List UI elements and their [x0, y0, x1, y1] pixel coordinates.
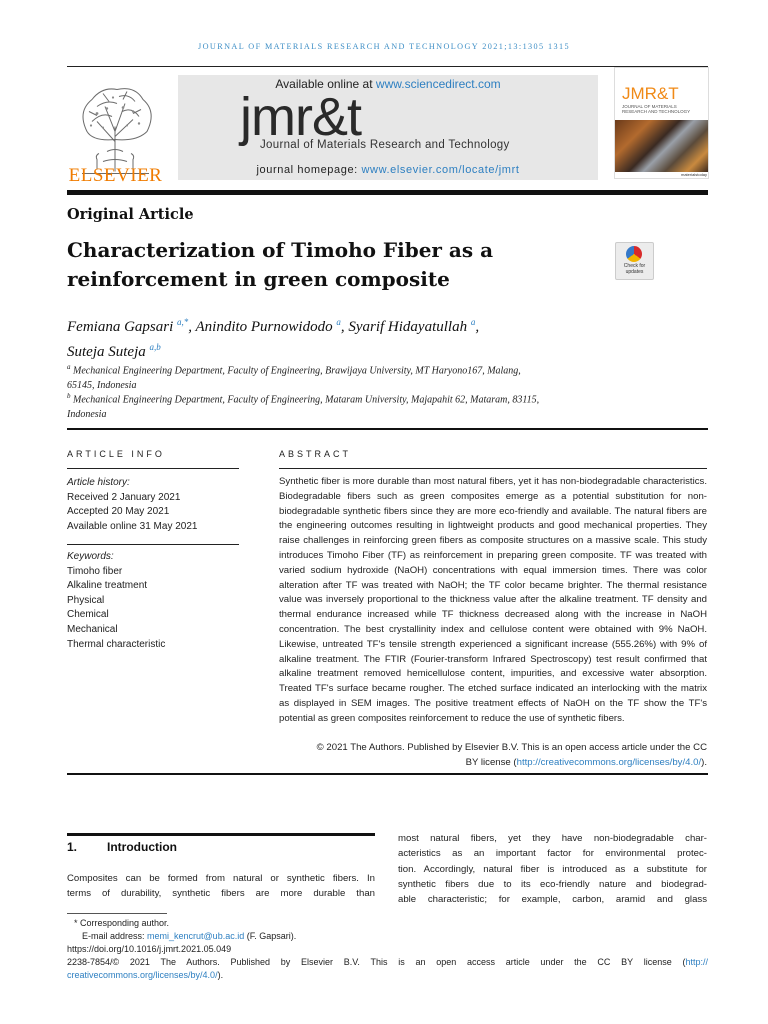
- author-name[interactable]: Anindito Purnowidodo: [195, 319, 333, 335]
- keywords-list: [67, 550, 239, 652]
- article-info-heading: ARTICLE INFO: [67, 449, 165, 459]
- email-link[interactable]: memi_kencrut@ub.ac.id: [147, 931, 245, 941]
- intro-rule: [67, 833, 375, 836]
- journal-homepage: journal homepage: www.elsevier.com/locate/jmrt: [256, 164, 520, 176]
- affiliation-a: $^a$ Mechanical Engineering Department, Faculty of Engineering, Brawijaya University, MT Haryono167, Malang, 65145, Indonesia: [67, 363, 521, 392]
- check-updates-label: Check for updates: [623, 263, 646, 275]
- license-line-2: creativecommons.org/licenses/by/4.0/).: [67, 970, 224, 980]
- text-line: acteristics as an important factor for environmental protec-: [398, 848, 707, 860]
- section-number: 1.: [67, 840, 78, 854]
- section-title: Introduction: [107, 840, 177, 854]
- keywords-rule: [67, 544, 239, 545]
- cover-title: JMR&T: [622, 84, 679, 103]
- header-rule: [67, 66, 708, 67]
- license-link-cont[interactable]: creativecommons.org/licenses/by/4.0/: [67, 970, 218, 980]
- homepage-link[interactable]: www.elsevier.com/locate/jmrt: [361, 164, 520, 176]
- author-name[interactable]: Syarif Hidayatullah: [348, 319, 468, 335]
- abstract-copyright: © 2021 The Authors. Published by Elsevier B.V. This is an open access article under the CC BY license (http://creativecommons.org/licenses/by/4.0/).: [316, 742, 707, 768]
- author-affiliation-mark[interactable]: a,*: [177, 317, 189, 327]
- available-online: Available online at www.sciencedirect.com: [275, 77, 501, 91]
- journal-short-name: jmr&t: [240, 87, 361, 147]
- intro-heading: [67, 840, 177, 854]
- article-type: Original Article: [67, 206, 194, 223]
- abstract-heading: ABSTRACT: [279, 449, 352, 459]
- license-line-1: 2238-7854/© 2021 The Authors. Published by Elsevier B.V. This is an open access article under the CC BY license (http://: [67, 957, 708, 967]
- history-received: Received 2 January 2021: [67, 491, 181, 503]
- journal-full-name: Journal of Materials Research and Technology: [260, 139, 510, 151]
- license-link[interactable]: http://: [685, 957, 708, 967]
- title-line: reinforcement in green composite: [67, 267, 450, 291]
- banner-rule: [67, 190, 708, 195]
- abstract-end-rule: [67, 773, 708, 775]
- author-affiliation-mark[interactable]: a,b: [149, 342, 161, 352]
- intro-right-column: [398, 831, 707, 907]
- email-note: E-mail address: memi_kencrut@ub.ac.id (F. Gapsari).: [82, 931, 297, 941]
- author-affiliation-mark[interactable]: a: [470, 317, 476, 327]
- article-title: [67, 236, 547, 294]
- journal-cover[interactable]: [614, 67, 709, 179]
- abstract-text: Synthetic fiber is more durable than most natural fibers, yet it has non-biodegradable characteristics. Biodegradable fibers such as green composites emerge as a potential substitution for non-biodegradable synthetic fibers since they are more eco-friendly and available. The natural fibers are the engineering outcomes resulting in lightweight products and good mechanical properties. They raise challenges in reinforcing green fibers as composite structures on a massive scale. This study introduces Timoho Fiber (TF) as reinforcement in preparing green composite. TF was treated with varied sodium hydroxide (NaOH) concentrations with equal immersion times. There was color alteration after TF was treated with NaOH; the TF color became brighter. The thermal resistance value was inversely proportional to the thickness value after the alkaline treatment. TF density and thermal endurance increased while TF thickness decreased along with the increase in NaOH concentration. The best crystallinity index and cellulose content were obtained with 9% NaOH. Likewise, untreated TF's tensile strength experienced a significant increase (555.26%) with 9% of alkaline treatment. The FTIR (Fourier-transform Infrared Spectroscopy) test result confirmed that alkaline treatment removed hemicellulose content, impurities, and excessive water absorption. Treated TF's surface became rougher. The etched surface indicated an interlocking with the matrix as displayed in SEM images. The positive treatment effects of NaOH on the TF show the TF's potential as green composites reinforcement to reduce the use of synthetic fibers.: [279, 476, 707, 724]
- author-name[interactable]: Femiana Gapsari: [67, 319, 174, 335]
- affiliation-b: $^b$ Mechanical Engineering Department, Faculty of Engineering, Mataram University, Majapahit 62, Mataram, 83115, Indonesia: [67, 392, 540, 421]
- history-accepted: Accepted 20 May 2021: [67, 506, 170, 518]
- journal-banner: [178, 75, 598, 180]
- keyword: Mechanical: [67, 623, 118, 635]
- elsevier-wordmark: ELSEVIER: [68, 165, 163, 186]
- doi-link[interactable]: https://doi.org/10.1016/j.jmrt.2021.05.049: [67, 944, 232, 954]
- keyword: Chemical: [67, 609, 109, 621]
- affiliation-rule: [67, 428, 708, 430]
- keywords-label: Keywords:: [67, 551, 114, 562]
- author-list: Femiana Gapsari $^{a,*}$, Anindito Purnowidodo $^a$, Syarif Hidayatullah $^a$, Suteja Suteja $^{a,b}$: [67, 317, 480, 360]
- cover-publisher: materialstoday: [681, 172, 708, 177]
- keyword: Physical: [67, 594, 105, 606]
- check-for-updates-button[interactable]: [615, 242, 654, 280]
- title-line: Characterization of Timoho Fiber as a: [67, 238, 494, 262]
- article-info-rule: [67, 468, 239, 469]
- text-line: terms of durability, synthetic fibers are more durable than: [67, 888, 375, 900]
- running-header: JOURNAL OF MATERIALS RESEARCH AND TECHNOLOGY 2021;13:1305 1315: [198, 42, 570, 51]
- history-label: Article history:: [67, 477, 130, 488]
- footnote-rule: [67, 913, 167, 914]
- author-affiliation-mark[interactable]: a: [336, 317, 341, 327]
- keyword: Timoho fiber: [67, 565, 123, 577]
- keyword: Thermal characteristic: [67, 638, 166, 650]
- text-line: tion. Accordingly, natural fiber is introduced as a substitute for: [398, 863, 707, 875]
- article-history: [67, 476, 239, 534]
- cc-license-link[interactable]: http://creativecommons.org/licenses/by/4.0/: [516, 756, 702, 768]
- abstract-rule: [279, 468, 707, 469]
- history-online: Available online 31 May 2021: [67, 520, 198, 532]
- text-line: synthetic fibers due to its eco-friendly nature and biodegrad-: [398, 878, 707, 890]
- corresponding-author-note: * Corresponding author.: [74, 918, 170, 928]
- intro-left-column: [67, 871, 375, 902]
- text-line: most natural fibers, yet they have non-biodegradable char-: [398, 833, 707, 844]
- text-line: able characteristic; for example, carbon, aramid and glass: [398, 894, 707, 906]
- keyword: Alkaline treatment: [67, 580, 148, 592]
- cover-image: [615, 120, 708, 172]
- text-line: Composites can be formed from natural or synthetic fibers. In: [67, 873, 375, 884]
- author-name[interactable]: Suteja Suteja: [67, 344, 146, 360]
- cover-subtitle: JOURNAL OF MATERIALS RESEARCH AND TECHNOLOGY: [622, 104, 691, 114]
- sciencedirect-link[interactable]: www.sciencedirect.com: [375, 77, 501, 91]
- check-updates-icon: [626, 246, 642, 262]
